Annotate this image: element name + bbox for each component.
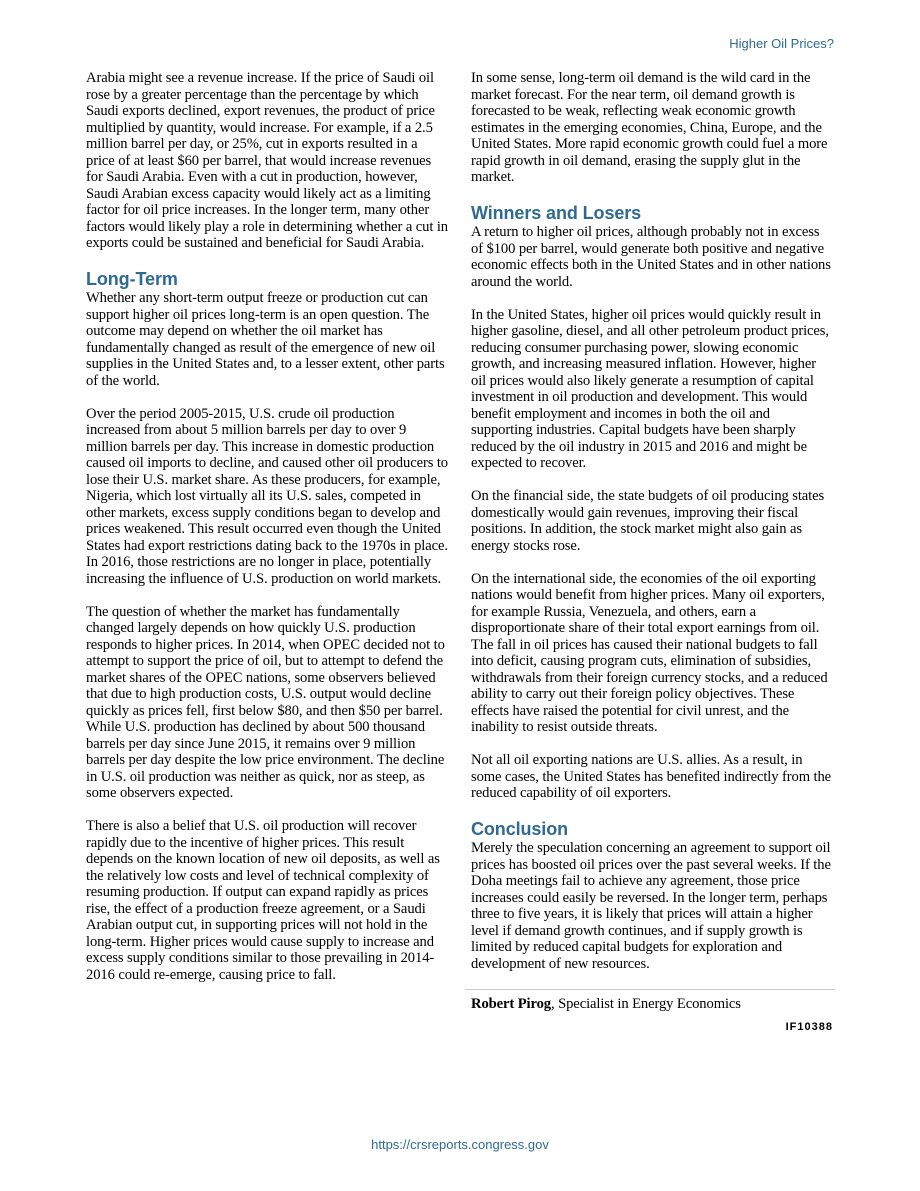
paragraph: The question of whether the market has fundamentally changed largely depends on how quickly U.S. production responds to higher prices. In 2014, when OPEC decided not to attempt to support the price of oil, but to attempt to defend the market shares of the OPEC nations, some observers believed that due to high production costs, U.S. output would decline quickly as prices fell, first below $80, and then $50 per barrel. While U.S. production has declined by about 500 thousand barrels per day since June 2015, it remains over 9 million barrels per day despite the low price environment. The decline in U.S. oil production was neither as quick, nor as steep, as some observers expected. <box>86 603 445 801</box>
section-heading-winners-and-losers: Winners and Losers <box>471 203 642 223</box>
section-heading-long-term: Long-Term <box>86 269 178 289</box>
product-code: IF10388 <box>785 1020 833 1033</box>
paragraph: There is also a belief that U.S. oil production will recover rapidly due to the incentive of higher prices. This result depends on the known location of new oil deposits, as well as the relatively low costs and level of technical complexity of resuming production. If output can expand rapidly as prices rise, the effect of a production freeze agreement, or a Saudi Arabian output cut, in supporting prices will not hold in the long-term. Higher prices would cause supply to increase and excess supply conditions similar to those prevailing in 2014-2016 could re-emerge, causing price to fall. <box>86 818 440 983</box>
right-column <box>471 70 833 1035</box>
author-divider <box>465 989 835 990</box>
author-line <box>471 996 833 1013</box>
paragraph: A return to higher oil prices, although probably not in excess of $100 per barrel, would generate both positive and negative economic effects both in the United States and in other nations around the world. <box>471 224 831 290</box>
paragraph: Arabia might see a revenue increase. If the price of Saudi oil rose by a greater percentage than the percentage by which Saudi exports declined, export revenues, the product of price multiplied by quantity, would increase. For example, if a 2.5 million barrel per day, or 25%, cut in exports resulted in a price of at least $60 per barrel, that would increase revenues for Saudi Arabia. Even with a cut in production, however, Saudi Arabian excess capacity would likely act as a limiting factor for oil price increases. In the longer term, many other factors would likely play a role in determining whether a cut in exports could be sustained and beneficial for Saudi Arabia. <box>86 70 448 251</box>
left-column <box>86 70 448 983</box>
paragraph: Merely the speculation concerning an agreement to support oil prices has boosted oil prices over the past several weeks. If the Doha meetings fail to achieve any agreement, those price increases could easily be reversed. In the longer term, perhaps three to five years, it is likely that prices will attain a higher level if demand growth continues, and if supply growth is limited by reduced capital budgets for exploration and development of new resources. <box>471 840 831 972</box>
paragraph: On the international side, the economies of the oil exporting nations would benefit from higher prices. Many oil exporters, for example Russia, Venezuela, and others, earn a disproportionate share of their total export earnings from oil. The fall in oil prices has caused their national budgets to fall into deficit, causing program cuts, elimination of subsidies, withdrawals from their foreign currency stocks, and a reduced ability to carry out their foreign policy objectives. These effects have raised the potential for civil unrest, and the inability to resist outside threats. <box>471 570 828 735</box>
paragraph: Not all oil exporting nations are U.S. allies. As a result, in some cases, the United States has benefited indirectly from the reduced capability of oil exporters. <box>471 752 832 801</box>
author-name: Robert Pirog <box>471 996 551 1012</box>
footer-url-link[interactable]: https://crsreports.congress.gov <box>371 1137 549 1152</box>
paragraph: On the financial side, the state budgets of oil producing states domestically would gain revenues, improving their fiscal positions. In addition, the stock market might also gain as energy stocks rose. <box>471 488 825 554</box>
running-title: Higher Oil Prices? <box>729 36 834 51</box>
paragraph: Over the period 2005-2015, U.S. crude oil production increased from about 5 million barrels per day to over 9 million barrels per day. This increase in domestic production caused oil imports to decline, and caused other oil producers to lose their U.S. market share. As these producers, for example, Nigeria, which lost virtually all its U.S. sales, competed in other markets, excess supply conditions began to develop and prices weakened. This result occurred even though the United States had export restrictions dating back to the 1970s in place. In 2016, those restrictions are no longer in place, potentially increasing the influence of U.S. production on world markets. <box>86 405 448 587</box>
section-heading-conclusion: Conclusion <box>471 819 568 839</box>
paragraph: In the United States, higher oil prices would quickly result in higher gasoline, diesel, and all other petroleum product prices, reducing consumer purchasing power, slowing economic growth, and increasing measured inflation. However, higher oil prices would also likely generate a resumption of capital investment in oil production and development. This would benefit employment and incomes in both the oil and supporting industries. Capital budgets have been sharply reduced by the oil industry in 2015 and 2016 and might be expected to recover. <box>471 306 829 471</box>
paragraph: In some sense, long-term oil demand is the wild card in the market forecast. For the near term, oil demand growth is forecasted to be weak, reflecting weak economic growth estimates in the emerging economies, China, Europe, and the United States. More rapid economic growth could fuel a more rapid growth in oil demand, erasing the supply glut in the market. <box>471 70 828 185</box>
author-title: , Specialist in Energy Economics <box>551 996 741 1012</box>
paragraph: Whether any short-term output freeze or production cut can support higher oil prices long-term is an open question. The outcome may depend on whether the oil market has fundamentally changed as result of the emergence of new oil supplies in the United States and, to a lesser extent, other parts of the world. <box>86 290 445 389</box>
